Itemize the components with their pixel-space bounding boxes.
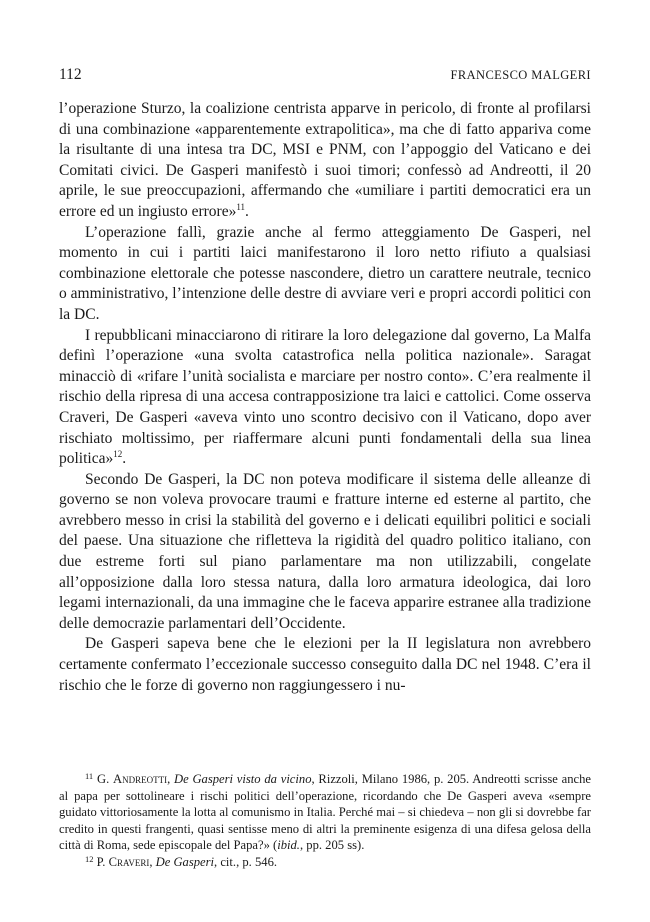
- paragraph: I repubblicani minacciarono di ritirare la loro delegazione dal governo, La Malfa definì l’operazione «una svolta catastrofica nella politica nazionale». Saragat minacciò di «rifare l’unità socialista e marciare per nostro conto». C’era realmente il rischio della ripresa di una accesa contrapposizione tra laici e cattolici. Come osserva Craveri, De Gasperi «aveva vinto uno scontro decisivo con il Vaticano, dopo aver rischiato moltissimo, per riaffermare alcuni punti fondamentali della sua linea politica»$^{12}$.: [59, 326, 591, 468]
- footnote: $^{12}$ P. Craveri, De Gasperi, cit., p. 546.: [85, 853, 278, 869]
- running-head: FRANCESCO MALGERI: [450, 68, 591, 82]
- paragraph: De Gasperi sapeva bene che le elezioni per la II legislatura non avrebbero certamente confermato l’eccezionale successo conseguito dalla DC nel 1948. C’era il rischio che le forze di governo non raggiungessero i nu-: [59, 635, 591, 694]
- page-header: [59, 66, 591, 84]
- book-title: De Gasperi: [155, 854, 215, 869]
- footnote-ref[interactable]: 12: [113, 449, 123, 460]
- footnotes: [59, 771, 591, 871]
- page-number: 112: [59, 66, 82, 83]
- paragraph: Secondo De Gasperi, la DC non poteva modificare il sistema delle alleanze di governo se non voleva provocare traumi e fratture interne ed esterne al partito, che avrebbero messo in crisi la stabilità del governo e i delicati equilibri politici e sociali del paese. Una situazione che rifletteva la rigidità del quadro politico italiano, con due estreme forti sul piano parlamentare ma non utilizzabili, congelate all’opposizione dalla loro stessa natura, dalla loro armatura ideologica, dai loro legami internazionali, da una immagine che le faceva apparire estranee alla tradizione delle democrazie parlamentari dell’Occidente.: [59, 470, 591, 632]
- footnote: $^{11}$ G. Andreotti, De Gasperi visto da vicino, Rizzoli, Milano 1986, p. 205. Andreotti scrisse anche al papa per sottolineare i rischi politici dell’operazione, ricordando che De Gasperi aveva «sempre guidato vittoriosamente la lotta al comunismo in Italia. Perché mai – si chiedeva – non gli si dovrebbe far credito in questi frangenti, quasi sentisse meno di altri la preminente esigenza di una difesa gelosa della città di Roma, sede episcopale del Papa?» (ibid., pp. 205 ss).: [59, 771, 592, 853]
- author-name: Craveri: [108, 854, 150, 869]
- author-name: Andreotti: [113, 772, 168, 786]
- body-text: [59, 99, 591, 696]
- footnote-mark: 11: [85, 771, 94, 781]
- book-title: De Gasperi visto da vicino: [174, 772, 312, 786]
- paragraph: l’operazione Sturzo, la coalizione centrista apparve in pericolo, di fronte al profilarsi di una combinazione «apparentemente extrapolitica», ma che di fatto appariva come la risultante di una intesa tra DC, MSI e PNM, con l’appoggio del Vaticano e dei Comitati civici. De Gasperi manifestò i suoi timori; confessò ad Andreotti, il 20 aprile, le sue preoccupazioni, affermando che «umiliare i partiti democratici era un errore ed un ingiusto errore»$^{11}$.: [59, 100, 591, 220]
- paragraph: L’operazione fallì, grazie anche al fermo atteggiamento De Gasperi, nel momento in cui i partiti laici manifestarono il loro netto rifiuto a qualsiasi combinazione elettorale che potesse nascondere, dietro un carattere neutrale, tecnico o amministrativo, l’intenzione delle destre di avviare veri e propri accordi politici con la DC.: [59, 223, 591, 323]
- footnote-ref[interactable]: 11: [236, 201, 245, 212]
- footnote-mark: 12: [85, 853, 94, 864]
